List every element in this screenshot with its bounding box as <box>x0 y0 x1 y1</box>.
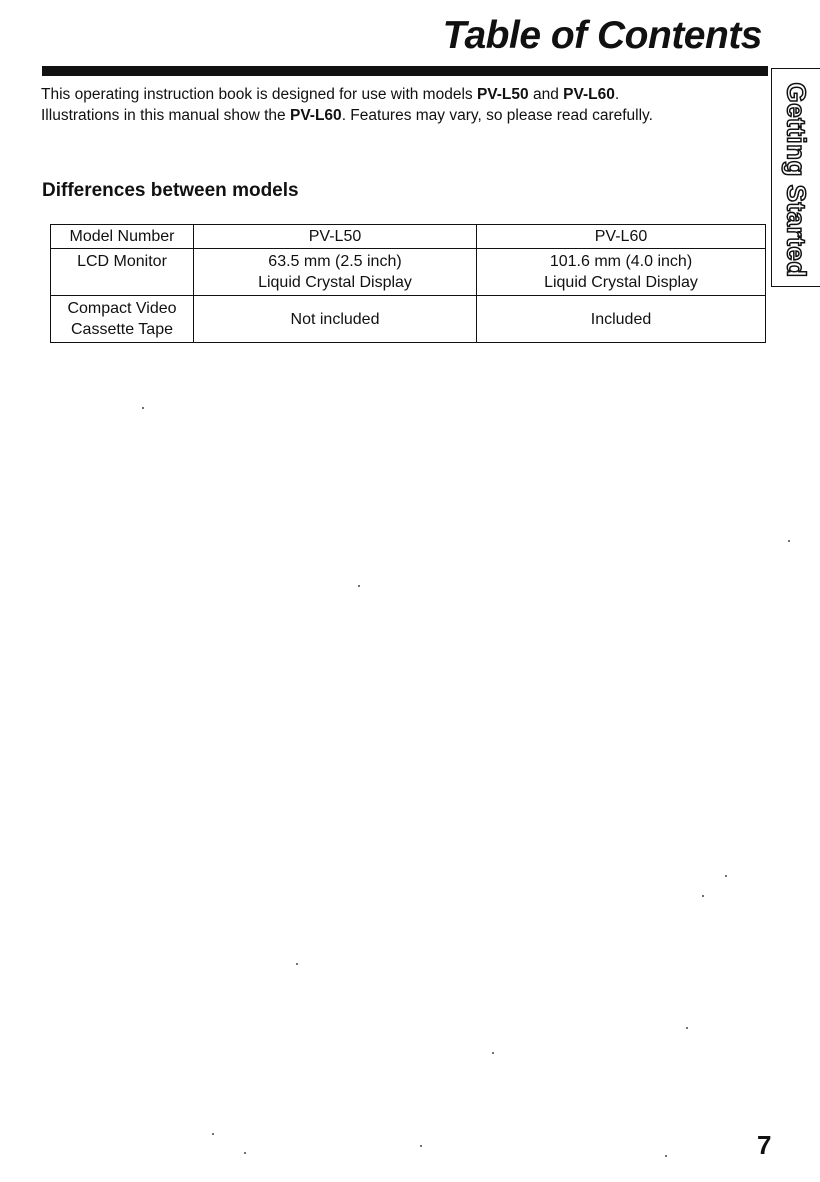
scan-speck <box>665 1155 667 1157</box>
scan-speck <box>725 875 727 877</box>
model-differences-table <box>50 224 766 343</box>
page-number: 7 <box>757 1130 772 1160</box>
table-header-row <box>51 225 766 249</box>
scan-speck <box>358 585 360 587</box>
cell-line: Compact Video <box>67 300 177 317</box>
scan-speck <box>296 963 298 965</box>
table-cell: Not included <box>194 296 477 343</box>
table-cell <box>194 249 477 296</box>
scan-speck <box>142 407 144 409</box>
page-title: Table of Contents <box>442 14 762 57</box>
table-header-cell: PV-L60 <box>477 225 766 249</box>
scan-speck <box>420 1145 422 1147</box>
scan-speck <box>492 1052 494 1054</box>
table-cell: Included <box>477 296 766 343</box>
intro-paragraph <box>41 84 769 126</box>
scan-speck <box>686 1027 688 1029</box>
table-row <box>51 296 766 343</box>
model-name: PV-L60 <box>289 107 342 124</box>
cell-line: 63.5 mm (2.5 inch) <box>268 253 402 270</box>
cell-line: Liquid Crystal Display <box>258 274 412 291</box>
scan-speck <box>212 1133 214 1135</box>
intro-text: . <box>614 86 620 103</box>
cell-line: 101.6 mm (4.0 inch) <box>549 253 693 270</box>
cell-line: Cassette Tape <box>71 321 173 338</box>
table-header-cell: Model Number <box>51 225 194 249</box>
scan-speck <box>702 895 704 897</box>
section-heading: Differences between models <box>42 180 299 201</box>
table-row <box>51 249 766 296</box>
side-tab-label: Getting Started <box>781 82 812 278</box>
cell-line: Liquid Crystal Display <box>544 274 698 291</box>
intro-text: . Features may vary, so please read carefully. <box>341 107 653 124</box>
table-row-label: LCD Monitor <box>51 249 194 296</box>
model-name: PV-L60 <box>563 86 615 103</box>
model-name: PV-L50 <box>476 86 529 103</box>
table-header-cell: PV-L50 <box>194 225 477 249</box>
intro-text: and <box>528 86 564 103</box>
table-row-label <box>51 296 194 343</box>
table-cell <box>477 249 766 296</box>
title-rule <box>42 66 768 76</box>
scan-speck <box>788 540 790 542</box>
scan-speck <box>244 1152 246 1154</box>
intro-text: Illustrations in this manual show the <box>41 107 290 124</box>
intro-text: This operating instruction book is designed for use with models <box>41 86 477 103</box>
